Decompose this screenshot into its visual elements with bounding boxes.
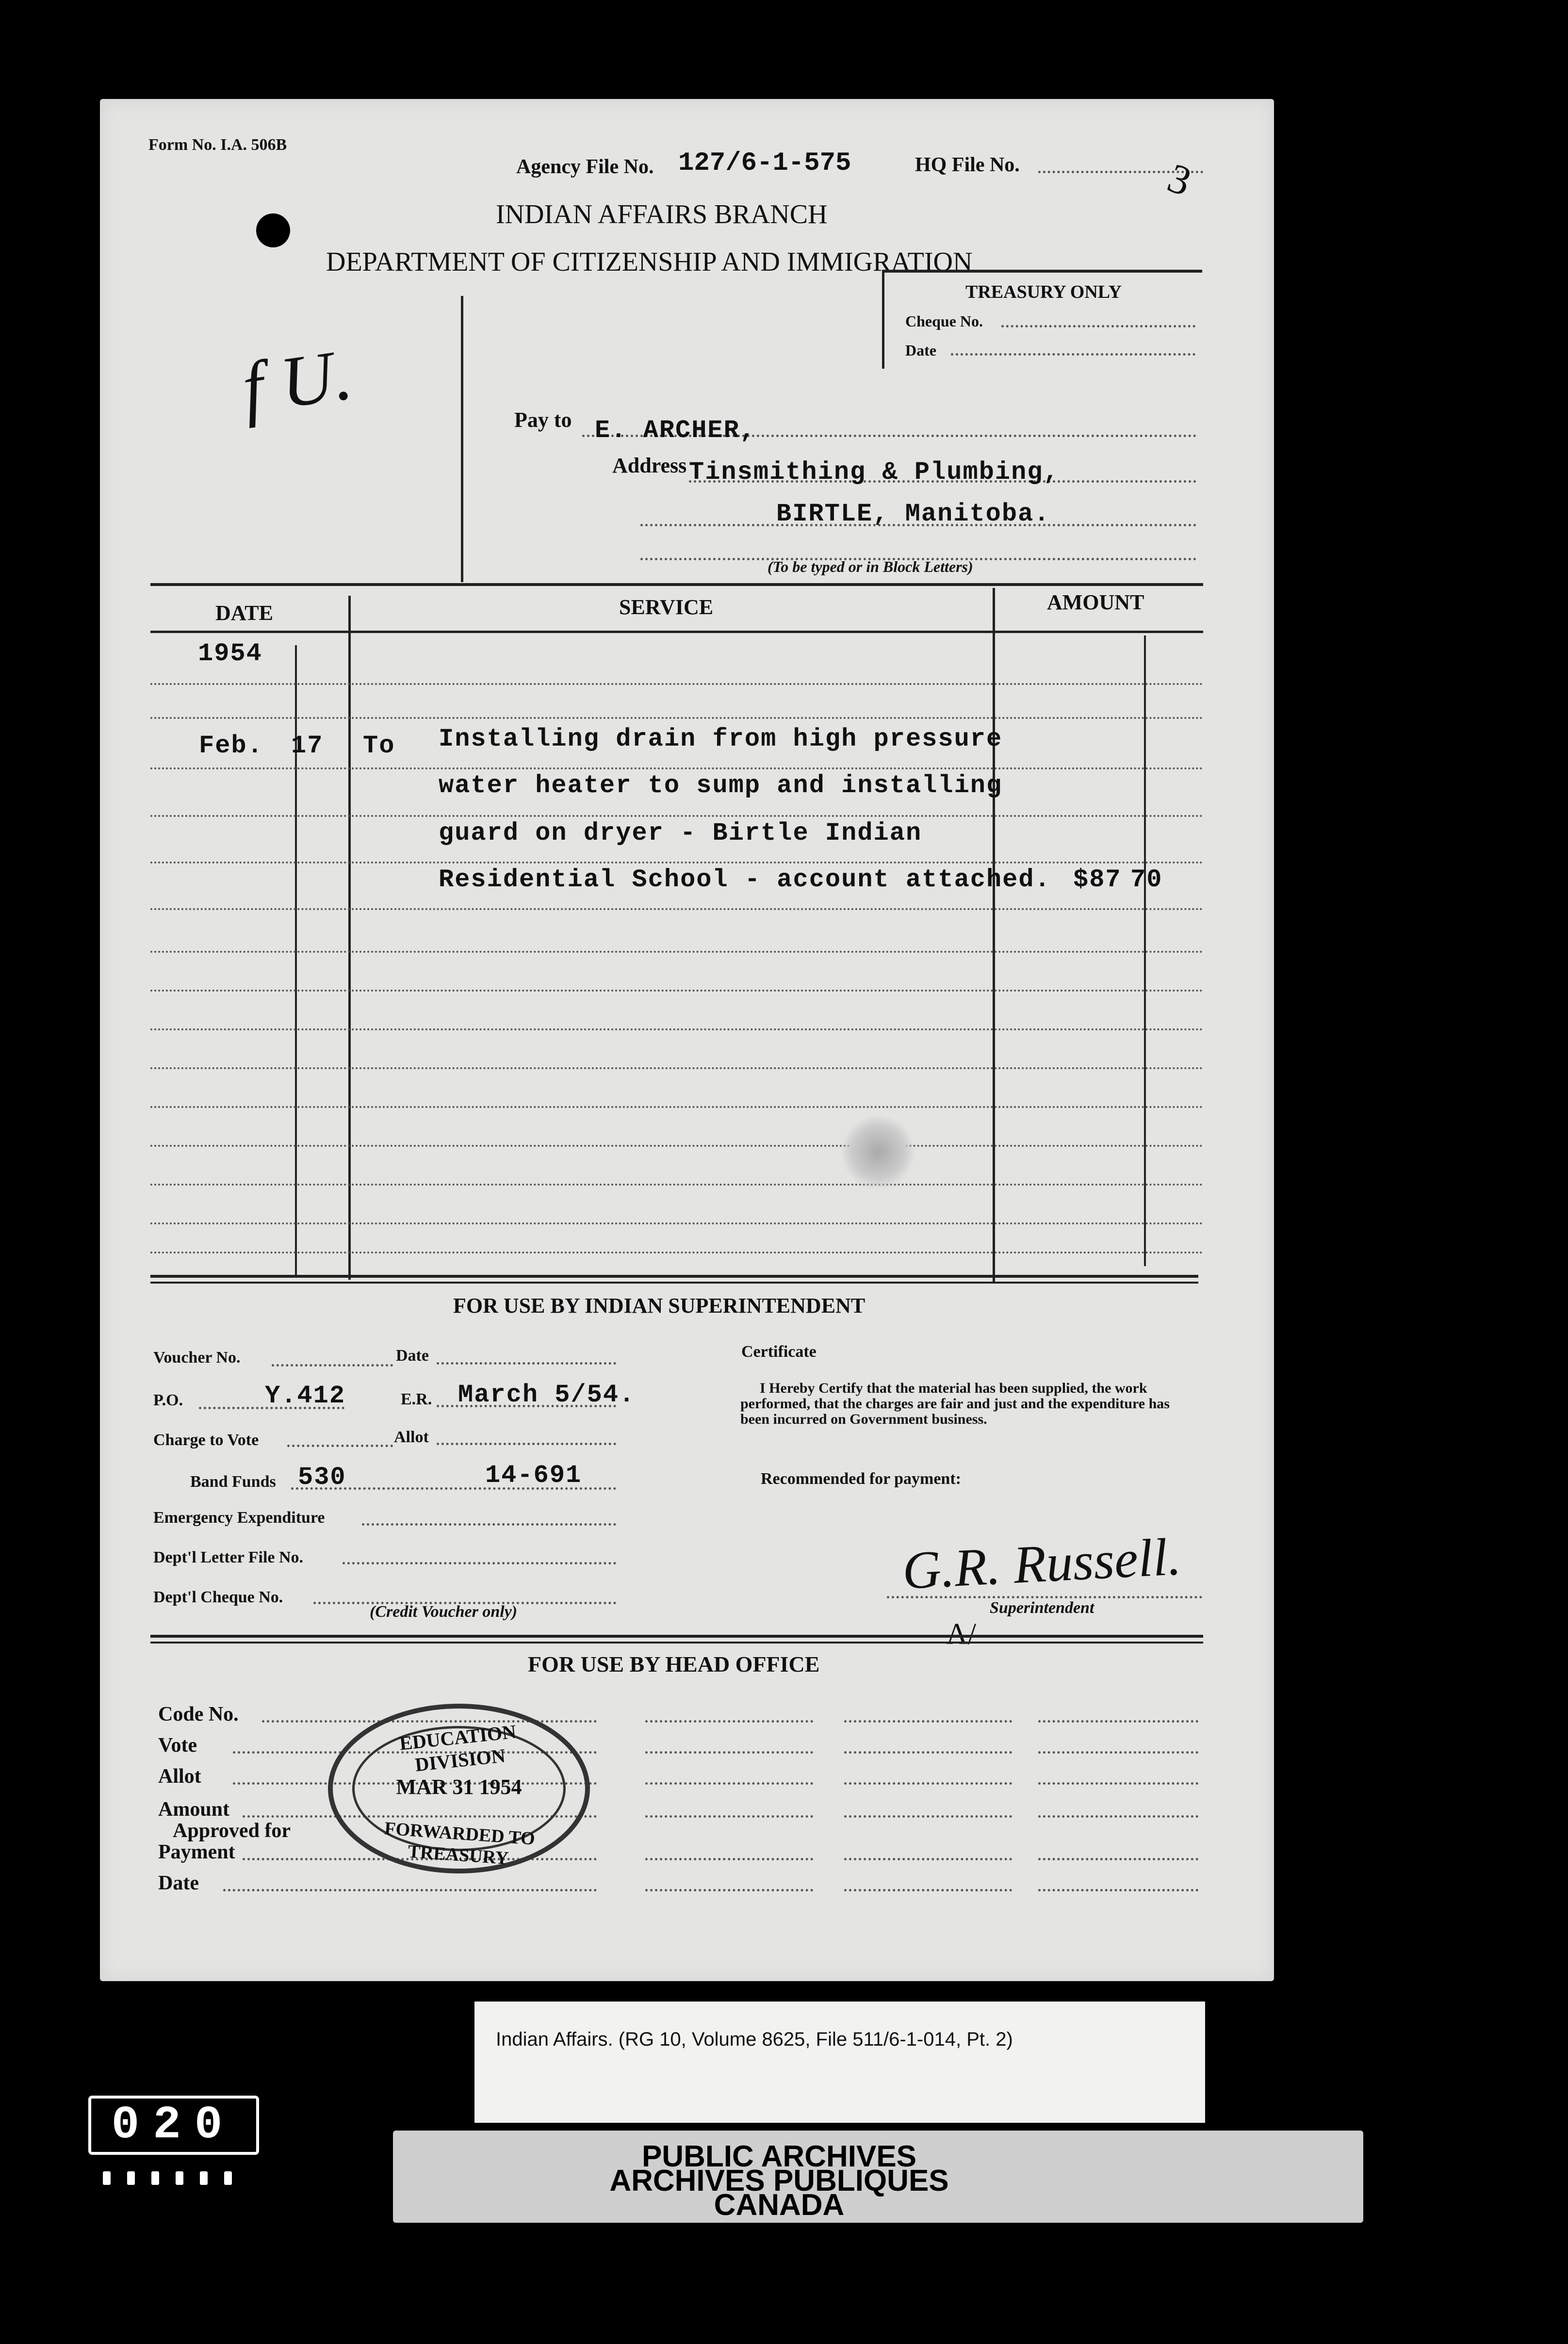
approved-for-label: Approved for xyxy=(173,1820,291,1842)
recommended-label: Recommended for payment: xyxy=(761,1470,961,1488)
frame-counter: 020 xyxy=(88,2096,259,2155)
signature-mark: A/ xyxy=(946,1618,976,1651)
entry-to: To xyxy=(363,732,395,760)
ink-smudge xyxy=(839,1116,917,1188)
row-line xyxy=(150,1145,1203,1147)
entry-year: 1954 xyxy=(198,639,262,668)
punch-hole xyxy=(256,213,290,247)
film-perforation xyxy=(127,2171,135,2185)
payee-name: E. ARCHER, xyxy=(595,416,756,445)
head-col-line xyxy=(1038,1815,1198,1818)
charge-vote-line xyxy=(287,1445,393,1447)
head-col-line xyxy=(844,1720,1012,1723)
signature-line xyxy=(887,1596,1202,1598)
er-label: E.R. xyxy=(401,1390,432,1408)
head-col-line xyxy=(645,1815,813,1818)
address-label: Address xyxy=(612,454,687,477)
emergency-label: Emergency Expenditure xyxy=(153,1509,325,1527)
stamp-date: MAR 31 1954 xyxy=(396,1775,522,1799)
code-no-label: Code No. xyxy=(158,1703,239,1725)
superintendent-heading: FOR USE BY INDIAN SUPERINTENDENT xyxy=(453,1294,866,1318)
entry-day: 17 xyxy=(291,732,324,760)
row-line xyxy=(150,717,1203,719)
hq-file-label: HQ File No. xyxy=(915,154,1020,176)
service-line-3: guard on dryer - Birtle Indian xyxy=(439,819,922,847)
row-line xyxy=(150,1252,1203,1253)
head-col-line xyxy=(1038,1751,1198,1754)
voucher-line xyxy=(272,1364,393,1367)
head-col-line xyxy=(645,1858,813,1860)
head-col-line xyxy=(645,1720,813,1723)
col-service-header: SERVICE xyxy=(619,595,714,619)
address-line-1-text: Tinsmithing & Plumbing, xyxy=(689,458,1060,487)
film-perforation xyxy=(200,2171,208,2185)
row-line xyxy=(150,1184,1203,1186)
head-col-line xyxy=(645,1889,813,1891)
row-line xyxy=(150,990,1203,992)
head-col-line xyxy=(645,1751,813,1754)
row-line xyxy=(150,1222,1203,1224)
superintendent-bottom-rule xyxy=(150,1635,1203,1638)
voucher-date-line xyxy=(437,1362,616,1365)
col-amount-header: AMOUNT xyxy=(1047,590,1144,614)
treasury-box-left xyxy=(882,272,884,369)
vote-label: Vote xyxy=(158,1734,197,1757)
superintendent-signature: G.R. Russell. xyxy=(901,1527,1183,1600)
col-date-header: DATE xyxy=(215,601,273,625)
col-divider-amount xyxy=(993,588,995,1282)
head-col-line xyxy=(1038,1858,1198,1860)
row-line xyxy=(150,908,1203,910)
stamp-top-text: EDUCATION DIVISION xyxy=(398,1720,517,1776)
public-archives-line3: CANADA xyxy=(714,2188,845,2222)
row-line xyxy=(150,1028,1203,1030)
row-line xyxy=(150,951,1203,953)
branch-title: INDIAN AFFAIRS BRANCH xyxy=(496,199,828,229)
superintendent-title: Superintendent xyxy=(990,1599,1094,1617)
band-allot-value: 14-691 xyxy=(485,1461,582,1490)
certificate-heading: Certificate xyxy=(741,1343,817,1361)
head-col-line xyxy=(844,1889,1012,1891)
treasury-cheque-line xyxy=(1001,325,1195,327)
head-line xyxy=(223,1889,597,1891)
department-title: DEPARTMENT OF CITIZENSHIP AND IMMIGRATION xyxy=(326,247,973,277)
head-col-line xyxy=(1038,1782,1198,1785)
service-line-1: Installing drain from high pressure xyxy=(439,725,1003,753)
treasury-cheque-label: Cheque No. xyxy=(905,312,983,330)
service-line-2: water heater to sump and installing xyxy=(439,771,1003,800)
head-col-line xyxy=(844,1751,1012,1754)
film-perforation xyxy=(224,2171,232,2185)
head-date-label: Date xyxy=(158,1872,199,1894)
amount-cents: 70 xyxy=(1130,865,1163,894)
agency-file-label: Agency File No. xyxy=(516,156,654,178)
head-amount-label: Amount xyxy=(158,1798,230,1821)
head-office-heading: FOR USE BY HEAD OFFICE xyxy=(528,1652,820,1677)
letter-file-label: Dept'l Letter File No. xyxy=(153,1548,304,1566)
dept-cheque-label: Dept'l Cheque No. xyxy=(153,1588,283,1606)
archive-citation-card xyxy=(474,2002,1205,2123)
film-perforation xyxy=(103,2171,111,2185)
stamp-bottom-text: FORWARDED TO TREASURY xyxy=(384,1818,536,1869)
film-perforation xyxy=(176,2171,183,2185)
credit-voucher-note: (Credit Voucher only) xyxy=(370,1603,518,1621)
initials: f U. xyxy=(237,334,357,429)
band-funds-value: 530 xyxy=(298,1463,346,1492)
head-col-line xyxy=(844,1815,1012,1818)
payee-bottom-rule xyxy=(150,583,1203,586)
agency-file-value: 127/6-1-575 xyxy=(678,148,851,178)
certificate-text: I Hereby Certify that the material has been supplied, the work performed, that the charges are fair and just and the expenditure has been incurred on Government business. xyxy=(740,1380,1170,1427)
address-line-2-text: BIRTLE, Manitoba. xyxy=(776,500,1050,528)
head-col-line xyxy=(1038,1720,1198,1723)
public-archives-line1: PUBLIC ARCHIVES xyxy=(641,2140,917,2173)
block-letters-note: (To be typed or in Block Letters) xyxy=(768,558,973,575)
service-line-4: Residential School - account attached. xyxy=(439,865,1051,894)
film-perforation xyxy=(151,2171,159,2185)
row-line xyxy=(150,815,1203,817)
education-division-stamp xyxy=(328,1704,590,1873)
er-value: March 5/54. xyxy=(458,1381,636,1409)
treasury-box-top xyxy=(882,270,1202,273)
table-header-rule xyxy=(150,631,1203,633)
row-line xyxy=(150,862,1203,863)
treasury-date-label: Date xyxy=(905,342,936,359)
row-line xyxy=(150,1067,1203,1069)
letter-file-line xyxy=(343,1562,616,1564)
entry-month: Feb. xyxy=(199,732,263,760)
head-col-line xyxy=(844,1858,1012,1860)
voucher-date-label: Date xyxy=(396,1347,429,1365)
row-line xyxy=(150,683,1203,685)
voucher-label: Voucher No. xyxy=(153,1349,241,1367)
po-value: Y.412 xyxy=(265,1382,346,1410)
payment-label: Payment xyxy=(158,1841,235,1863)
head-col-line xyxy=(1038,1889,1198,1891)
head-col-line xyxy=(844,1782,1012,1785)
table-bottom-rule-2 xyxy=(150,1282,1198,1284)
payee-box-left xyxy=(461,296,463,582)
treasury-date-line xyxy=(951,353,1195,356)
row-line xyxy=(150,1106,1203,1108)
head-allot-label: Allot xyxy=(158,1765,201,1788)
corner-mark: 3 xyxy=(1161,154,1198,205)
pay-to-label: Pay to xyxy=(514,408,572,432)
table-bottom-rule xyxy=(150,1275,1198,1278)
po-label: P.O. xyxy=(153,1391,183,1409)
row-line xyxy=(150,767,1203,769)
emergency-line xyxy=(362,1523,616,1526)
public-archives-line2: ARCHIVES PUBLIQUES xyxy=(609,2164,949,2198)
amount-dollars: $87 xyxy=(1073,865,1122,894)
band-funds-label: Band Funds xyxy=(190,1473,276,1491)
treasury-heading: TREASURY ONLY xyxy=(965,282,1122,302)
allot-line xyxy=(437,1443,616,1445)
charge-vote-label: Charge to Vote xyxy=(153,1431,259,1449)
archive-citation: Indian Affairs. (RG 10, Volume 8625, File 511/6-1-014, Pt. 2) xyxy=(496,2029,1013,2050)
allot-label: Allot xyxy=(394,1428,429,1446)
superintendent-bottom-rule-2 xyxy=(150,1642,1203,1644)
form-number: Form No. I.A. 506B xyxy=(148,136,287,154)
col-divider-date xyxy=(348,596,351,1280)
head-col-line xyxy=(645,1782,813,1785)
